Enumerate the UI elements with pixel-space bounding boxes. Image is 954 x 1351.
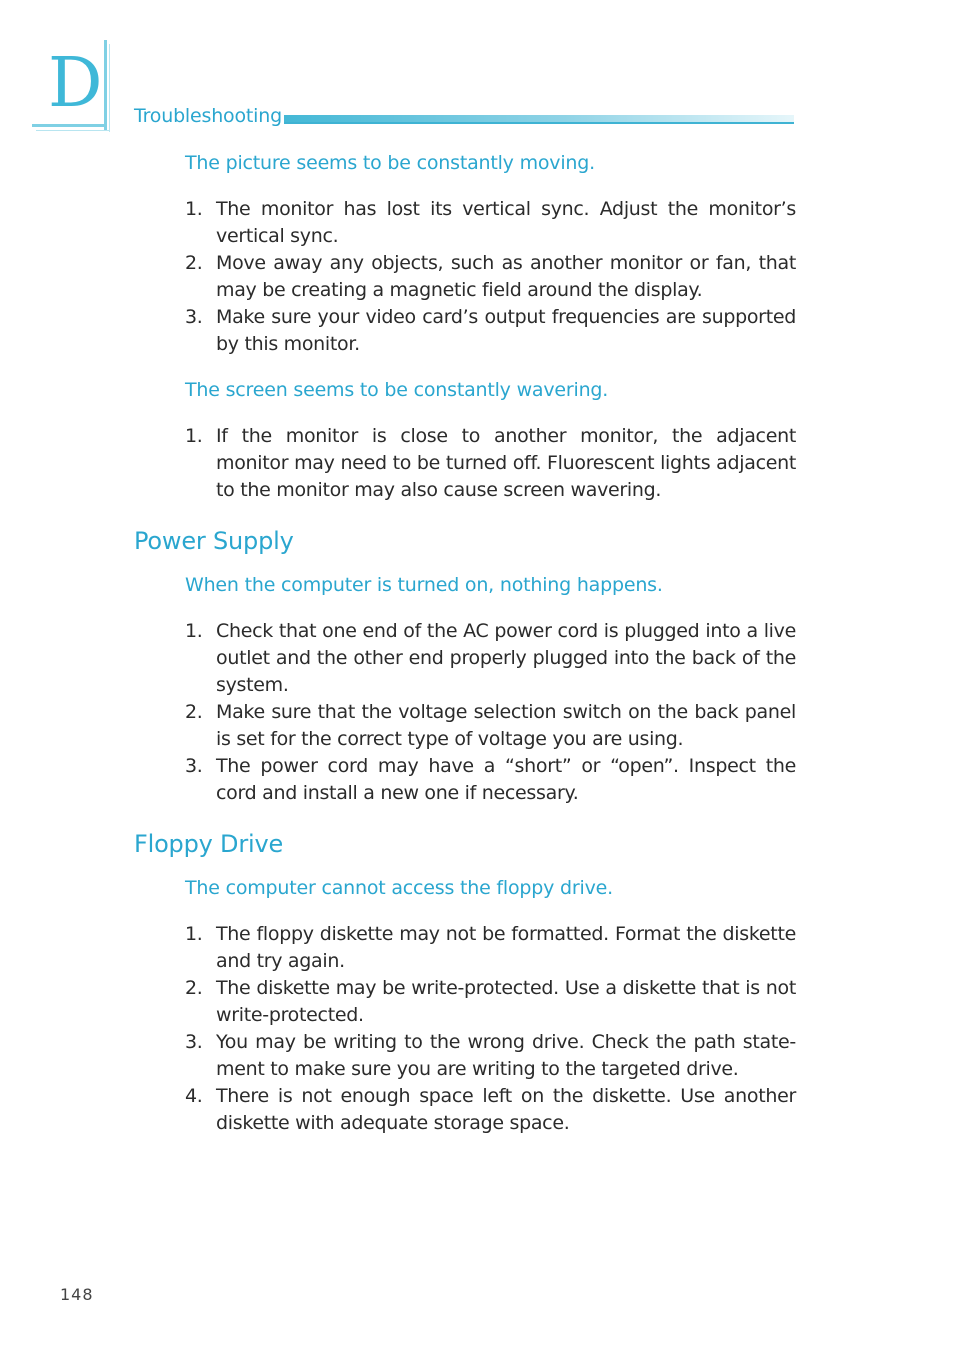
list-item	[134, 921, 796, 975]
list-moving	[134, 196, 796, 358]
item-text: The power cord may have a “short” or “open”. Inspect the cord and install a new one if necessary.	[216, 755, 796, 804]
list-item	[134, 1029, 796, 1083]
header-rule	[284, 122, 794, 124]
item-number: 1.	[185, 923, 203, 945]
chapter-rule-vertical	[104, 40, 107, 130]
list-item	[134, 753, 796, 807]
item-text: You may be writing to the wrong drive. Check the path state-ment to make sure you are writing to the targeted drive.	[216, 1031, 796, 1080]
list-power	[134, 618, 796, 807]
item-text: Check that one end of the AC power cord is plugged into a live outlet and the other end properly plugged into the back of the system.	[216, 620, 796, 696]
list-item	[134, 618, 796, 699]
chapter-rule-horizontal-shadow	[36, 130, 110, 131]
subheading-floppy: The computer cannot access the floppy drive.	[185, 877, 613, 899]
chapter-letter: D	[48, 44, 103, 123]
item-text: The monitor has lost its vertical sync. Adjust the monitor’s vertical sync.	[216, 198, 796, 247]
heading-floppy-drive: Floppy Drive	[134, 830, 284, 858]
heading-power-supply: Power Supply	[134, 527, 294, 555]
page-content	[134, 150, 796, 1137]
item-number: 1.	[185, 425, 203, 447]
item-number: 2.	[185, 977, 203, 999]
item-text: Make sure your video card’s output frequencies are supported by this monitor.	[216, 306, 796, 355]
item-number: 1.	[185, 198, 203, 220]
item-text: Move away any objects, such as another monitor or fan, that may be creating a magnetic field around the display.	[216, 252, 796, 301]
item-text: There is not enough space left on the diskette. Use another diskette with adequate storage space.	[216, 1085, 796, 1134]
list-wavering	[134, 423, 796, 504]
item-text: The diskette may be write-protected. Use a diskette that is not write-protected.	[216, 977, 796, 1026]
item-number: 2.	[185, 252, 203, 274]
chapter-rule-horizontal	[32, 124, 107, 127]
subheading-wavering: The screen seems to be constantly wavering.	[185, 379, 609, 401]
subheading-power: When the computer is turned on, nothing happens.	[185, 574, 663, 596]
list-item	[134, 196, 796, 250]
page-number: 148	[60, 1285, 94, 1304]
list-item	[134, 699, 796, 753]
subheading-moving: The picture seems to be constantly moving.	[185, 152, 595, 174]
list-floppy	[134, 921, 796, 1137]
item-number: 1.	[185, 620, 203, 642]
item-number: 2.	[185, 701, 203, 723]
list-item	[134, 250, 796, 304]
list-item	[134, 975, 796, 1029]
list-item	[134, 1083, 796, 1137]
item-number: 3.	[185, 755, 203, 777]
item-text: Make sure that the voltage selection switch on the back panel is set for the correct type of voltage you are using.	[216, 701, 796, 750]
item-text: The floppy diskette may not be formatted. Format the diskette and try again.	[216, 923, 796, 972]
list-item	[134, 304, 796, 358]
chapter-marker	[32, 40, 110, 132]
list-item	[134, 423, 796, 504]
item-text: If the monitor is close to another monitor, the adjacent monitor may need to be turned off. Fluorescent lights adjacent to the monitor may also cause screen wavering.	[216, 425, 796, 501]
item-number: 3.	[185, 306, 203, 328]
chapter-rule-vertical-shadow	[109, 44, 110, 132]
item-number: 4.	[185, 1085, 203, 1107]
item-number: 3.	[185, 1031, 203, 1053]
chapter-title: Troubleshooting	[134, 105, 282, 127]
